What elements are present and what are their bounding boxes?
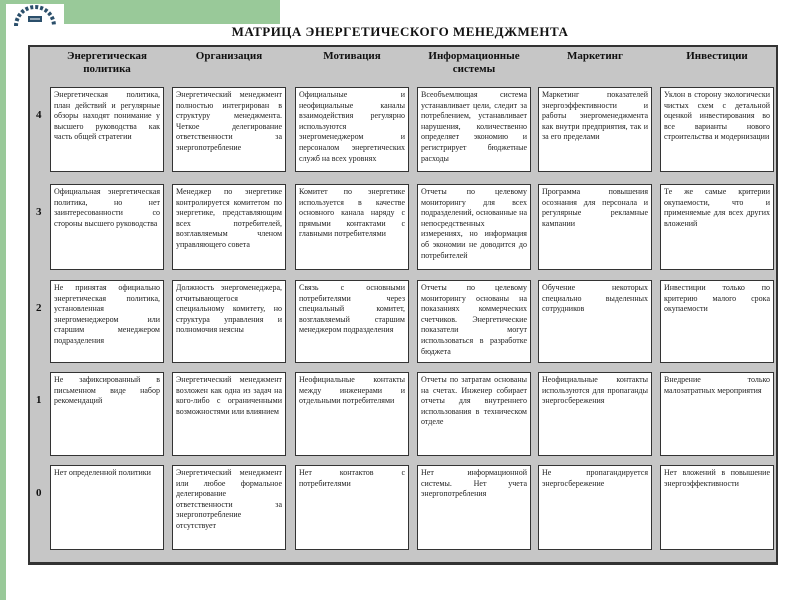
row-level-label: 0 <box>36 487 42 499</box>
matrix-cell: Отчеты по целевому мониторингу основаны на показаниях коммерческих счетчиков. Энергетические показатели могут использоваться в разработке бюджета <box>417 280 531 363</box>
energy-management-matrix <box>28 45 778 565</box>
matrix-cell: Энергетический менеджмент возложен как одна из задач на кого-либо с ограниченными возможностями или влиянием <box>172 372 286 456</box>
row-level-label: 3 <box>36 206 42 218</box>
matrix-cell: Программа повышения осознания для персонала и регулярные рекламные кампании <box>538 184 652 270</box>
column-header: Информационные системы <box>428 50 520 75</box>
matrix-cell: Неофициальные контакты используются для пропаганды энергосбережения <box>538 372 652 456</box>
matrix-cell: Инвестиции только по критерию малого срока окупаемости <box>660 280 774 363</box>
matrix-cell: Внедрение только малозатратных мероприятия <box>660 372 774 456</box>
matrix-cell: Не принятая официально энергетическая политика, установленная энергоменеджером или старшим менеджером подразделения <box>50 280 164 363</box>
row-level-label: 4 <box>36 109 42 121</box>
matrix-cell: Не зафиксированный в письменном виде набор рекомендаций <box>50 372 164 456</box>
matrix-cell: Энергетический менеджмент или любое формальное делегирование ответственности за энергопотребление отсутствует <box>172 465 286 550</box>
matrix-cell: Не пропагандируется энергосбережение <box>538 465 652 550</box>
matrix-cell: Отчеты по затратам основаны на счетах. Инженер собирает отчеты для внутреннего использования в техническом отделе <box>417 372 531 456</box>
column-header: Мотивация <box>323 50 381 62</box>
matrix-cell: Официальная энергетическая политика, но нет заинтересованности со стороны высшего руководства <box>50 184 164 270</box>
matrix-cell: Связь с основными потребителями через специальный комитет, возглавляемый старшим менеджером подразделения <box>295 280 409 363</box>
side-accent-bar <box>0 0 6 600</box>
matrix-cell: Отчеты по целевому мониторингу для всех подразделений, основанные на непосредственных измерениях, но информация об экономии не доводится до потребителей <box>417 184 531 270</box>
matrix-cell: Нет вложений в повышение энергоэффективности <box>660 465 774 550</box>
column-header: Организация <box>195 50 263 62</box>
logo <box>6 4 64 26</box>
matrix-cell: Нет информационной системы. Нет учета энергопотребления <box>417 465 531 550</box>
column-header: Инвестиции <box>686 50 748 62</box>
matrix-cell: Уклон в сторону экологически чистых схем с детальной оценкой инвестирования во все варианты нового строительства и модернизации <box>660 87 774 172</box>
matrix-cell: Должность энергоменеджера, отчитывающегося специальному комитету, но структура управления и полномочия неясны <box>172 280 286 363</box>
matrix-cell: Нет контактов с потребителями <box>295 465 409 550</box>
row-level-label: 1 <box>36 394 42 406</box>
matrix-cell: Нет определенной политики <box>50 465 164 550</box>
matrix-cell: Официальные и неофициальные каналы взаимодействия регулярно используются энергоменеджером и персоналом энергетических служб на всех уровнях <box>295 87 409 172</box>
matrix-cell: Неофициальные контакты между инженерами и отдельными потребителями <box>295 372 409 456</box>
matrix-cell: Те же самые критерии окупаемости, что и применяемые для всех других вложений <box>660 184 774 270</box>
matrix-cell: Маркетинг показателей энергоэффективности и работы энергоменеджмента как внутри предприятия, так и за его пределами <box>538 87 652 172</box>
matrix-cell: Всеобъемлющая система устанавливает цели, следит за потреблением, устанавливает нарушения, количественно определяет экономию и регистрирует бюджетные расходы <box>417 87 531 172</box>
matrix-cell: Обучение некоторых специально выделенных сотрудников <box>538 280 652 363</box>
matrix-cell: Энергетическая политика, план действий и регулярные обзоры находят понимание у высшего руководства как часть общей стратегии <box>50 87 164 172</box>
matrix-cell: Менеджер по энергетике контролируется комитетом по энергетике, представляющим всех потребителей, возглавляемым членом управляющего совета <box>172 184 286 270</box>
matrix-cell: Энергетический менеджмент полностью интегрирован в структуру менеджмента. Четкое делегирование ответственности за энергопотребление <box>172 87 286 172</box>
row-level-label: 2 <box>36 302 42 314</box>
column-header: Энергетическая политика <box>67 50 147 75</box>
column-header: Маркетинг <box>566 50 624 62</box>
page-title: МАТРИЦА ЭНЕРГЕТИЧЕСКОГО МЕНЕДЖМЕНТА <box>231 24 569 39</box>
matrix-cell: Комитет по энергетике используется в качестве основного канала наряду с прямыми контактами с главными потребителями <box>295 184 409 270</box>
